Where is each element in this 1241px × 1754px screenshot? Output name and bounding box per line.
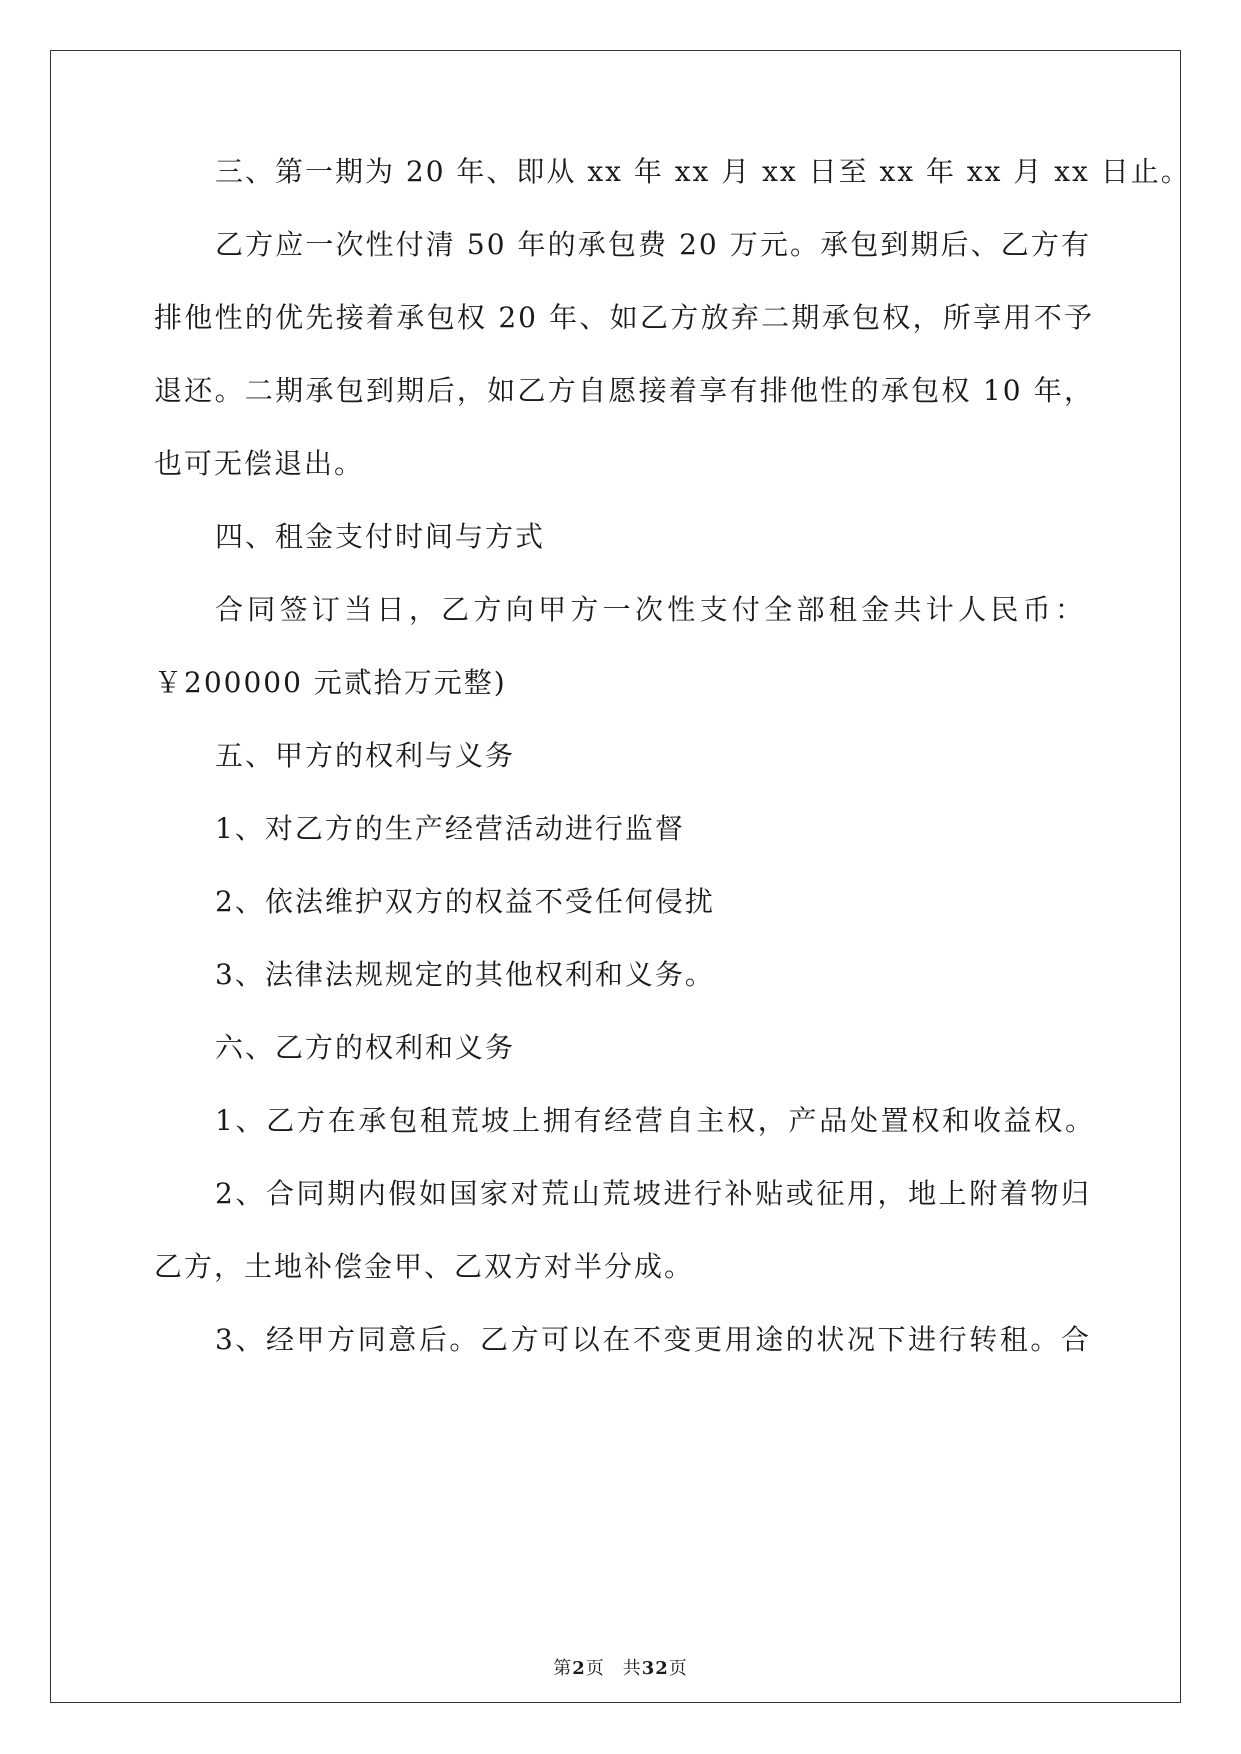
footer-prefix: 第 <box>553 1658 573 1679</box>
text-line: 3、法律法规规定的其他权利和义务。 <box>215 958 715 991</box>
footer-page-suffix: 页 <box>585 1658 605 1679</box>
text-line: 1、乙方在承包租荒坡上拥有经营自主权，产品处置权和收益权。 <box>215 1104 1095 1137</box>
footer-total-suffix: 页 <box>668 1658 688 1679</box>
section-heading: 六、乙方的权利和义务 <box>215 1031 516 1064</box>
text-line: ￥200000 元贰拾万元整) <box>154 666 507 699</box>
text-line: 3、经甲方同意后。乙方可以在不变更用途的状况下进行转租。合 <box>215 1323 1091 1356</box>
text-line: 乙方，土地补偿金甲、乙双方对半分成。 <box>154 1250 695 1283</box>
text-line: 2、合同期内假如国家对荒山荒坡进行补贴或征用，地上附着物归 <box>215 1177 1091 1210</box>
text-line: 也可无偿退出。 <box>154 447 365 480</box>
current-page-number: 2 <box>572 1658 586 1679</box>
text-line: 退还。二期承包到期后，如乙方自愿接着享有排他性的承包权 10 年， <box>154 374 1094 407</box>
text-line: 1、对乙方的生产经营活动进行监督 <box>215 812 685 845</box>
text-line: 三、第一期为 20 年、即从 xx 年 xx 月 xx 日至 xx 年 xx 月 xx 日止。 <box>215 155 1191 188</box>
section-heading: 四、租金支付时间与方式 <box>215 520 546 553</box>
text-line: 合同签订当日，乙方向甲方一次性支付全部租金共计人民币： <box>215 593 1085 626</box>
section-heading: 五、甲方的权利与义务 <box>215 739 516 772</box>
footer-total-prefix: 共 <box>622 1658 642 1679</box>
total-page-count: 32 <box>641 1658 669 1679</box>
page-footer <box>0 1657 1241 1681</box>
text-line: 排他性的优先接着承包权 20 年、如乙方放弃二期承包权，所享用不予 <box>154 301 1094 334</box>
text-line: 乙方应一次性付清 50 年的承包费 20 万元。承包到期后、乙方有 <box>215 228 1091 261</box>
text-line: 2、依法维护双方的权益不受任何侵扰 <box>215 885 715 918</box>
